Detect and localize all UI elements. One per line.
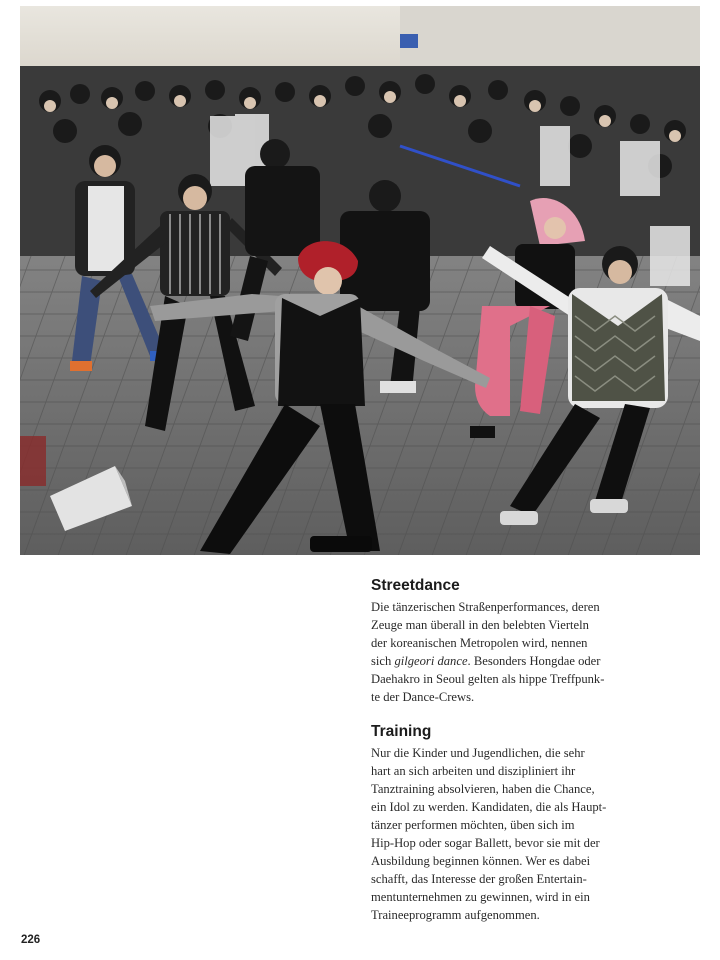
body-text-end: . Besonders Hongdae oder Daehakro in Seoul gelten als hippe Treffpunk- te der Dance-Crews.: [371, 654, 605, 704]
section-training: [371, 722, 651, 924]
page-number: 226: [21, 934, 41, 946]
section-heading: Training: [371, 723, 432, 740]
section-body: Nur die Kinder und Jugendlichen, die sehr hart an sich arbeiten und diszipliniert ihr Tanztraining absolvieren, haben die Chance, ein Idol zu werden. Kandidaten, die als Haupt- tänzer performen möchten, üben sich im Hip-Hop oder sogar Ballett, bevor sie mit der Ausbildung beginnen können. Wer es dabei schafft, das Interesse der großen Entertain- mentunternehmen zu gewinnen, wird in ein Traineeprogramm aufgenommen.: [371, 746, 607, 922]
section-streetdance: [371, 576, 651, 706]
street-dance-photo: [20, 6, 700, 555]
street-dance-illustration: [20, 6, 700, 555]
article-column: [371, 576, 651, 924]
section-body: [371, 598, 651, 706]
body-text-italic-term: gilgeori dance: [394, 654, 468, 668]
body-text-start: Die tänzerischen Straßenperformances, deren Zeuge man überall in den belebten Vierteln der koreanischen Metropolen wird, nennen sich: [371, 600, 600, 668]
section-heading: Streetdance: [371, 577, 460, 594]
